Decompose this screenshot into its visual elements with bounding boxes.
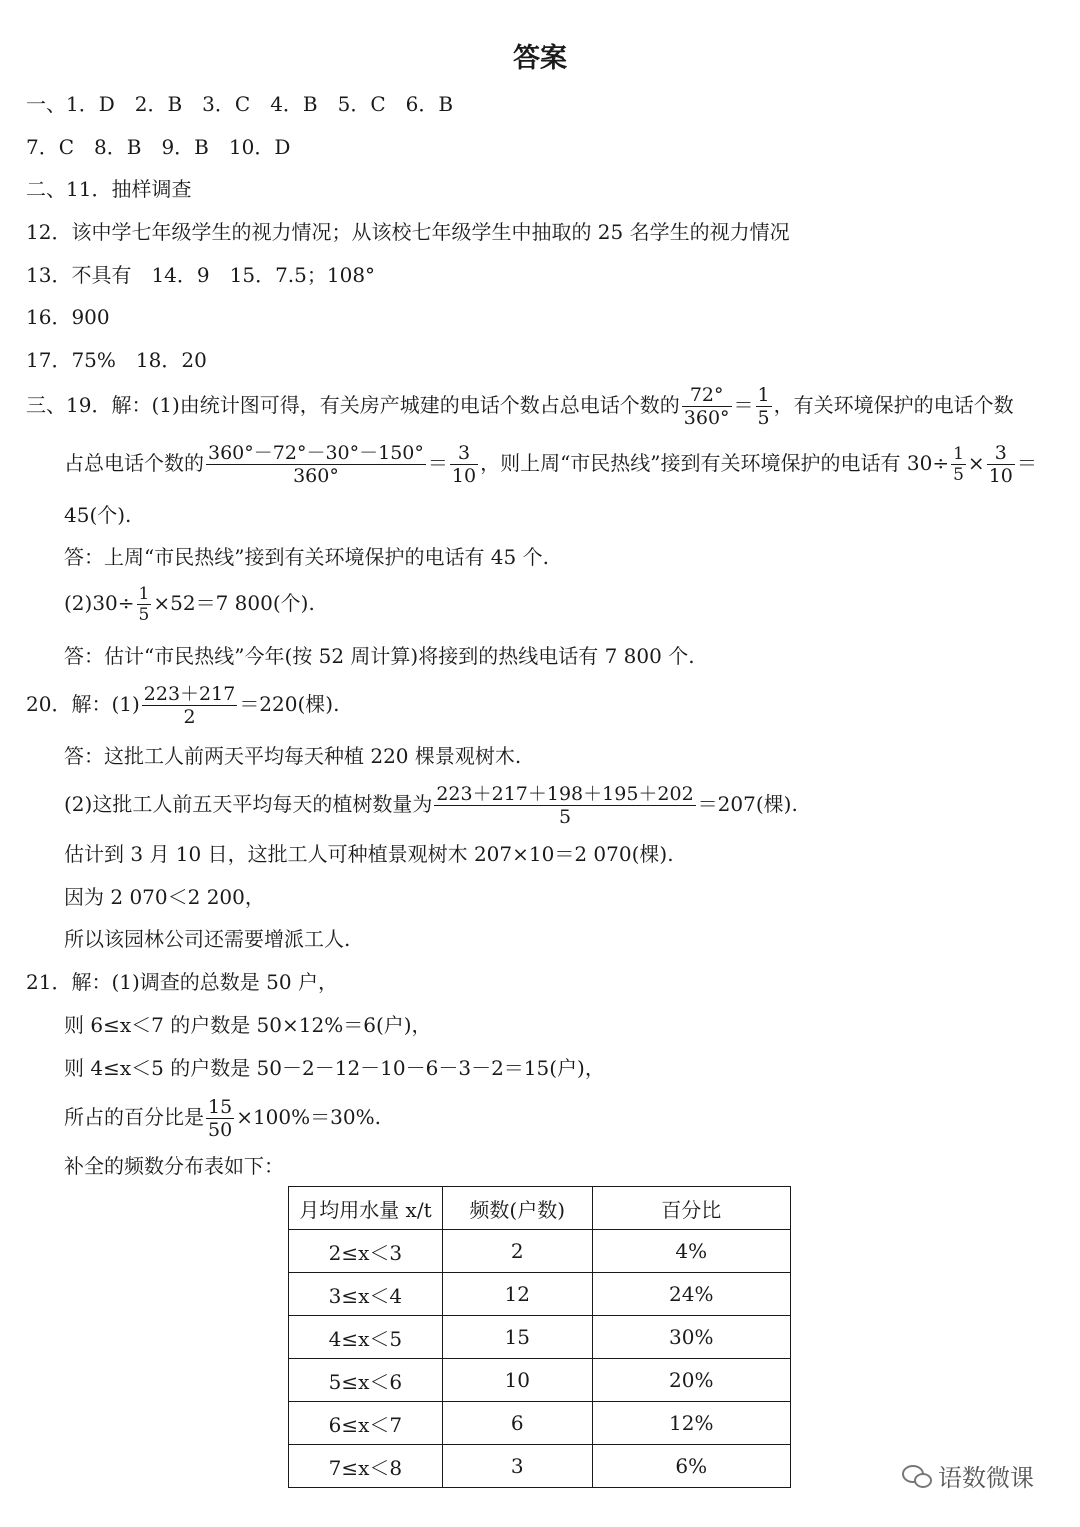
- q19-line-1: 三、19．解：(1)由统计图可得，有关房产城建的电话个数占总电话个数的 $\frac{72^\circ}{360^\circ}$ ＝ $\frac{1}{5}$ ，有关环境保护的电话个数: [26, 384, 1014, 429]
- answer-13-15: 13．不具有 14．9 15．7.5；108°: [26, 263, 376, 287]
- table-cell: 2: [442, 1230, 592, 1273]
- table-cell: 6%: [592, 1445, 790, 1488]
- fraction: $\frac{3}{10}$: [451, 442, 477, 487]
- table-header: 频数(户数): [442, 1187, 592, 1230]
- table-cell: 7≤x＜8: [289, 1445, 443, 1488]
- answer-16: 16．900: [26, 305, 110, 329]
- fraction: $\frac{360^\circ-72^\circ-30^\circ-150^\circ}{360^\circ}$: [208, 442, 424, 487]
- table-cell: 4%: [592, 1230, 790, 1273]
- table-cell: 15: [442, 1316, 592, 1359]
- q19-text-b: ，有关环境保护的电话个数: [773, 393, 1014, 417]
- q19-text-a: 三、19．解：(1)由统计图可得，有关房产城建的电话个数占总电话个数的: [26, 393, 680, 417]
- q21-line-2: 则 6≤x＜7 的户数是 50×12%＝6(户)，: [64, 1013, 432, 1037]
- q20-line-1: 20．解：(1) $\frac{223+217}{2}$ ＝220(棵).: [26, 683, 340, 728]
- q19-line-2: 占总电话个数的 $\frac{360^\circ-72^\circ-30^\circ-150^\circ}{360^\circ}$ ＝ $\frac{3}{10}$ ，则上周“市民热线”接到有关环境保护的电话有 30÷ $\frac{1}{5}$ × $\frac{3}{10}$ ＝: [64, 442, 1037, 487]
- table-cell: 6≤x＜7: [289, 1402, 443, 1445]
- fraction: $\frac{223+217+198+195+202}{5}$: [436, 783, 694, 828]
- table-cell: 10: [442, 1359, 592, 1402]
- table-cell: 3≤x＜4: [289, 1273, 443, 1316]
- table-cell: 4≤x＜5: [289, 1316, 443, 1359]
- fraction: $\frac{15}{50}$: [208, 1096, 233, 1141]
- frequency-table: [288, 1186, 791, 1488]
- q20-line-4: 因为 2 070＜2 200，: [64, 885, 265, 909]
- q21-line-5: 补全的频数分布表如下：: [64, 1154, 284, 1178]
- table-cell: 3: [442, 1445, 592, 1488]
- answers-line-2: 7．C 8．B 9．B 10．D: [26, 135, 291, 159]
- q20-answer-1: 答：这批工人前两天平均每天种植 220 棵景观树木.: [64, 744, 522, 768]
- answer-11: 二、11．抽样调查: [26, 177, 192, 201]
- table-cell: 24%: [592, 1273, 790, 1316]
- table-header: 百分比: [592, 1187, 790, 1230]
- table-header: 月均用水量 x/t: [289, 1187, 443, 1230]
- q20-line-5: 所以该园林公司还需要增派工人.: [64, 927, 351, 951]
- table-cell: 12%: [592, 1402, 790, 1445]
- table-cell: 2≤x＜3: [289, 1230, 443, 1273]
- q19-line-3: 45(个).: [64, 503, 132, 527]
- fraction: $\frac{1}{5}$: [138, 584, 150, 625]
- table-row: [289, 1402, 791, 1445]
- table-cell: 6: [442, 1402, 592, 1445]
- q20-line-3: 估计到 3 月 10 日，这批工人可种植景观树木 207×10＝2 070(棵).: [64, 842, 674, 866]
- q21-line-3: 则 4≤x＜5 的户数是 50－2－12－10－6－3－2＝15(户)，: [64, 1056, 605, 1080]
- q19-part-2: (2)30÷ $\frac{1}{5}$ ×52＝7 800(个).: [64, 584, 315, 625]
- table-header-row: [289, 1187, 791, 1230]
- fraction: $\frac{72^\circ}{360^\circ}$: [683, 384, 730, 429]
- watermark: [902, 1458, 1034, 1493]
- q21-line-1: 21．解：(1)调查的总数是 50 户，: [26, 970, 338, 994]
- fraction: $\frac{223+217}{2}$: [143, 683, 236, 728]
- answer-17-18: 17．75% 18．20: [26, 348, 207, 372]
- fraction: $\frac{1}{5}$: [953, 444, 964, 485]
- fraction: $\frac{1}{5}$: [757, 384, 770, 429]
- q20-part-2: (2)这批工人前五天平均每天的植树数量为 $\frac{223+217+198+195+202}{5}$ ＝207(棵).: [64, 783, 798, 828]
- table-cell: 30%: [592, 1316, 790, 1359]
- q21-line-4: 所占的百分比是 $\frac{15}{50}$ ×100%＝30%.: [64, 1096, 381, 1141]
- answer-12: 12．该中学七年级学生的视力情况；从该校七年级学生中抽取的 25 名学生的视力情况: [26, 220, 790, 244]
- table-row: [289, 1445, 791, 1488]
- table-cell: 20%: [592, 1359, 790, 1402]
- table-row: [289, 1230, 791, 1273]
- table-cell: 5≤x＜6: [289, 1359, 443, 1402]
- page-title: 答案: [513, 43, 567, 74]
- fraction: $\frac{3}{10}$: [988, 442, 1013, 487]
- table-row: [289, 1316, 791, 1359]
- watermark-text: 语数微课: [938, 1464, 1034, 1492]
- wechat-icon: [902, 1465, 932, 1487]
- table-cell: 12: [442, 1273, 592, 1316]
- q19-answer-1: 答：上周“市民热线”接到有关环境保护的电话有 45 个.: [64, 545, 549, 569]
- answers-line-1: 一、1．D 2．B 3．C 4．B 5．C 6．B: [26, 92, 454, 116]
- table-row: [289, 1273, 791, 1316]
- table-row: [289, 1359, 791, 1402]
- q19-answer-2: 答：估计“市民热线”今年(按 52 周计算)将接到的热线电话有 7 800 个.: [64, 644, 695, 668]
